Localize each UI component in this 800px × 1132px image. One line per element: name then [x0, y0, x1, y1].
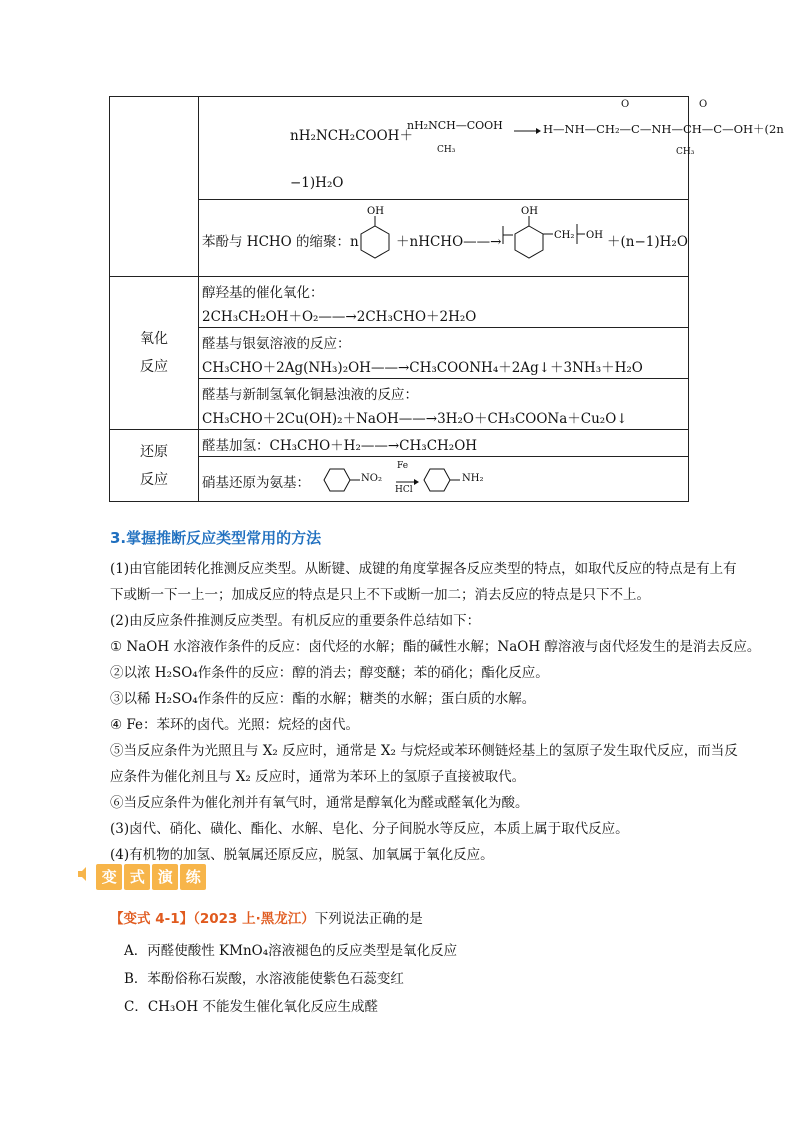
silver-mirror-cell [199, 328, 689, 379]
phenol-formaldehyde-cell [199, 200, 689, 277]
fe-catalyst: Fe [397, 461, 409, 471]
paragraph-10: ⑥当反应条件为催化剂并有氧气时，通常是醇氧化为醛或醛氧化为酸。 [110, 795, 529, 811]
svg-text:OH: OH [367, 206, 384, 217]
question-text: 下列说法正确的是 [314, 911, 423, 927]
amino-group: NH₂ [462, 473, 484, 484]
alcohol-oxidation-title: 醇羟基的催化氧化： [202, 285, 324, 301]
oxidation-category [110, 277, 199, 430]
alanine-methyl: CH₃ [437, 145, 456, 155]
copper-hydroxide-title: 醛基与新制氢氧化铜悬浊液的反应： [202, 387, 418, 403]
hcl-reagent: HCl [395, 485, 413, 495]
badge-char-3: 演 [152, 864, 178, 890]
paragraph-11: (3)卤代、硝化、磺化、酯化、水解、皂化、分子间脱水等反应，本质上属于取代反应。 [110, 821, 629, 837]
phenol-condensation-label: 苯酚与 HCHO 的缩聚：n [202, 234, 359, 250]
paragraph-3: (2)由反应条件推测反应类型。有机反应的重要条件总结如下： [110, 613, 481, 629]
silver-mirror-eq: CH₃CHO＋2Ag(NH₃)₂OH——→CH₃COONH₄＋2Ag↓＋3NH₃＋H₂O [202, 360, 643, 376]
water-byproduct: ＋(n−1)H₂O [607, 234, 688, 250]
question-tag: 【变式 4-1】（2023 上·黑龙江） [110, 911, 315, 927]
practice-badge [76, 864, 208, 894]
peptide-condensation-cell [199, 97, 784, 200]
reduction-category [110, 430, 199, 502]
paragraph-6: ③以稀 H₂SO₄作条件的反应：酯的水解；糖类的水解；蛋白质的水解。 [110, 691, 536, 707]
oxidation-label-1: 氧化 [140, 331, 168, 347]
option-a[interactable]: A．丙醛使酸性 KMnO₄溶液褪色的反应类型是氧化反应 [124, 943, 458, 959]
reaction-arrow-1 [512, 115, 542, 145]
glycine-text: nH₂NCH₂COOH＋ [290, 128, 413, 144]
paragraph-1: (1)由官能团转化推测反应类型。从断键、成键的角度掌握各反应类型的特点，如取代反应的特点是有上有 [110, 561, 737, 577]
paragraph-7: ④ Fe：苯环的卤代。光照：烷烃的卤代。 [110, 717, 360, 733]
badge-char-2: 式 [124, 864, 150, 890]
product-methyl: CH₃ [676, 147, 695, 157]
reaction-table [109, 96, 784, 502]
alcohol-oxidation-cell [199, 277, 689, 328]
reduction-label-2: 反应 [140, 471, 168, 488]
question-stem [110, 907, 423, 927]
phenol-structure-icon [353, 204, 397, 268]
carbonyl-o-1: O [621, 99, 630, 110]
badge-char-4: 练 [180, 864, 206, 890]
svg-text:CH₂: CH₂ [554, 230, 575, 241]
nitro-reduction-label: 硝基还原为氨基： [202, 475, 310, 491]
alcohol-oxidation-eq: 2CH₃CH₂OH＋O₂——→2CH₃CHO＋2H₂O [202, 309, 477, 325]
option-b[interactable]: B．苯酚俗称石炭酸，水溶液能使紫色石蕊变红 [124, 971, 404, 987]
dipeptide-product: H—NH—CH₂—C—NH—CH—C—OH＋(2n [543, 122, 784, 136]
paragraph-8: ⑤当反应条件为光照且与 X₂ 反应时，通常是 X₂ 与烷烃或苯环侧链烃基上的氢原子发生取代反应，而当反 [110, 743, 738, 759]
paragraph-2: 下或断一下一上一；加成反应的特点是只上不下或断一加二；消去反应的特点是只下不上。 [110, 587, 650, 603]
paragraph-9: 应条件为催化剂且与 X₂ 反应时，通常为苯环上的氢原子直接被取代。 [110, 769, 526, 785]
water-coefficient: −1)H₂O [290, 175, 344, 191]
nitro-reduction-cell [199, 457, 689, 502]
alanine-text: nH₂NCH—COOH [407, 119, 503, 132]
silver-mirror-title: 醛基与银氨溶液的反应： [202, 336, 351, 352]
section-title: 3.掌握推断反应类型常用的方法 [110, 529, 322, 547]
option-c[interactable]: C．CH₃OH 不能发生催化氧化反应生成醛 [124, 999, 378, 1015]
aldehyde-hydrogenation-cell [199, 430, 689, 457]
svg-text:OH: OH [521, 206, 538, 217]
speaker-icon [76, 864, 90, 884]
paragraph-12: (4)有机物的加氢、脱氧属还原反应，脱氢、加氧属于氧化反应。 [110, 847, 494, 863]
carbonyl-o-2: O [699, 99, 708, 110]
nitro-group: NO₂ [361, 473, 382, 484]
badge-char-1: 变 [96, 864, 122, 890]
aldehyde-hydrogenation-eq: 醛基加氢：CH₃CHO＋H₂——→CH₃CH₂OH [202, 438, 478, 454]
paragraph-5: ②以浓 H₂SO₄作条件的反应：醇的消去；醇变醚；苯的硝化；酯化反应。 [110, 665, 549, 681]
copper-hydroxide-cell [199, 379, 689, 430]
formaldehyde-text: ＋nHCHO——→ [396, 234, 502, 250]
phenolic-resin-icon [499, 204, 609, 268]
oxidation-label-2: 反应 [140, 359, 168, 375]
polymerization-cell-blank [110, 97, 199, 277]
paragraph-4: ① NaOH 水溶液作条件的反应：卤代烃的水解；酯的碱性水解；NaOH 醇溶液与卤代烃发生的是消去反应。 [110, 639, 761, 655]
copper-hydroxide-eq: CH₃CHO＋2Cu(OH)₂＋NaOH——→3H₂O＋CH₃COONa＋Cu₂O↓ [202, 411, 628, 427]
reduction-label-1: 还原 [140, 443, 168, 460]
svg-text:OH: OH [586, 230, 603, 241]
